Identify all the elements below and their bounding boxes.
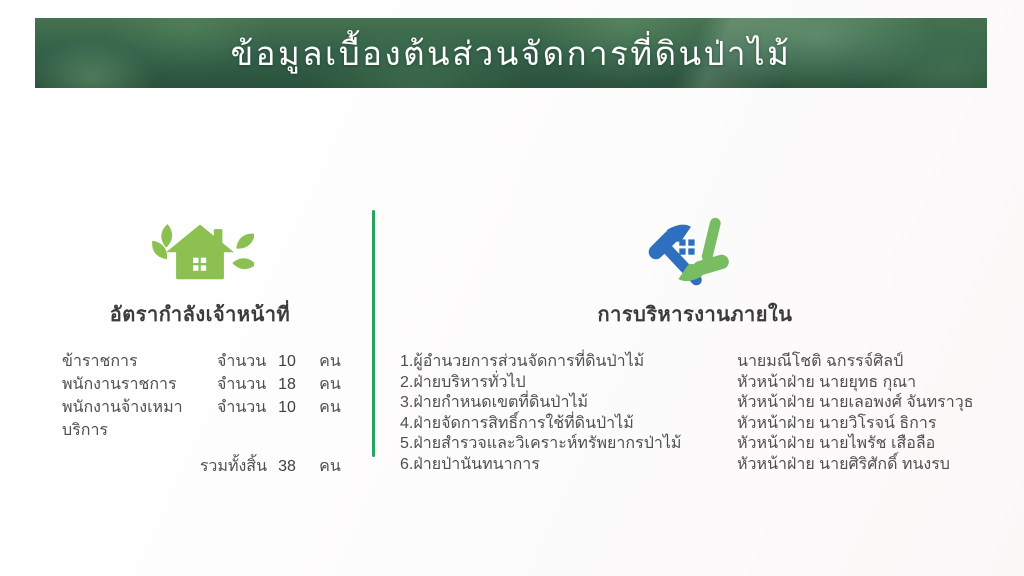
person-name: หัวหน้าฝ่าย นายเลอพงศ์ จันทราวุธ (737, 394, 974, 411)
division-label: 6.ฝ่ายป่านันทนาการ (400, 455, 540, 473)
qty-word: จำนวน (217, 399, 267, 416)
staffing-row (62, 350, 362, 373)
crossed-hammers-icon (628, 206, 754, 298)
division-label: 1.ผู้อำนวยการส่วนจัดการที่ดินป่าไม้ (400, 353, 645, 370)
staff-count: 18 (278, 376, 296, 393)
item-number: 1. (400, 353, 414, 370)
administration-list (400, 352, 1000, 475)
division-label: 2.ฝ่ายบริหารทั่วไป (400, 373, 526, 391)
slide-title: ข้อมูลเบื้องต้นส่วนจัดการที่ดินป่าไม้ (230, 34, 792, 72)
division-label: 3.ฝ่ายกำหนดเขตที่ดินป่าไม้ (400, 394, 589, 411)
eco-house-icon (146, 208, 254, 298)
person-name: นายมณีโชติ ฉกรรจ์ศิลป์ (737, 353, 904, 370)
total-label: รวมทั้งสิ้น (199, 458, 267, 475)
title-banner (35, 18, 987, 88)
staffing-table (62, 350, 362, 478)
list-item (400, 393, 1000, 414)
staffing-heading: อัตรากำลังเจ้าหน้าที่ (109, 304, 291, 326)
staff-type-label: ข้าราชการ (62, 353, 138, 370)
administration-heading: การบริหารงานภายใน (597, 304, 793, 326)
staffing-total-row (62, 455, 362, 478)
item-number: 4. (400, 414, 414, 432)
list-item (400, 414, 1000, 435)
item-number: 2. (400, 373, 414, 391)
list-item (400, 373, 1000, 394)
qty-word: จำนวน (217, 353, 267, 370)
staffing-row (62, 373, 362, 396)
qty-word: จำนวน (217, 376, 267, 393)
unit-word: คน (319, 353, 341, 370)
staff-count: 10 (278, 399, 296, 416)
unit-word: คน (319, 376, 341, 393)
list-item (400, 455, 1000, 476)
person-name: หัวหน้าฝ่าย นายไพรัช เสือลือ (737, 435, 936, 452)
staff-type-label: พนักงานราชการ (62, 376, 177, 393)
person-name: หัวหน้าฝ่าย นายวิโรจน์ ธิการ (737, 414, 937, 432)
staffing-row (62, 396, 362, 442)
total-count: 38 (278, 458, 296, 475)
person-name: หัวหน้าฝ่าย นายยุทธ กุณา (737, 373, 917, 391)
section-divider (372, 210, 375, 457)
item-number: 6. (400, 455, 414, 473)
division-label: 5.ฝ่ายสำรวจและวิเคราะห์ทรัพยากรป่าไม้ (400, 435, 682, 452)
list-item (400, 352, 1000, 373)
unit-word: คน (319, 399, 341, 416)
list-item (400, 434, 1000, 455)
division-label: 4.ฝ่ายจัดการสิทธิ์การใช้ที่ดินป่าไม้ (400, 414, 634, 432)
staff-type-label: พนักงานจ้างเหมาบริการ (62, 399, 183, 439)
item-number: 3. (400, 394, 414, 411)
unit-word: คน (319, 458, 341, 475)
staff-count: 10 (278, 353, 296, 370)
item-number: 5. (400, 435, 414, 452)
person-name: หัวหน้าฝ่าย นายศิริศักดิ์ ทนงรบ (737, 455, 950, 473)
